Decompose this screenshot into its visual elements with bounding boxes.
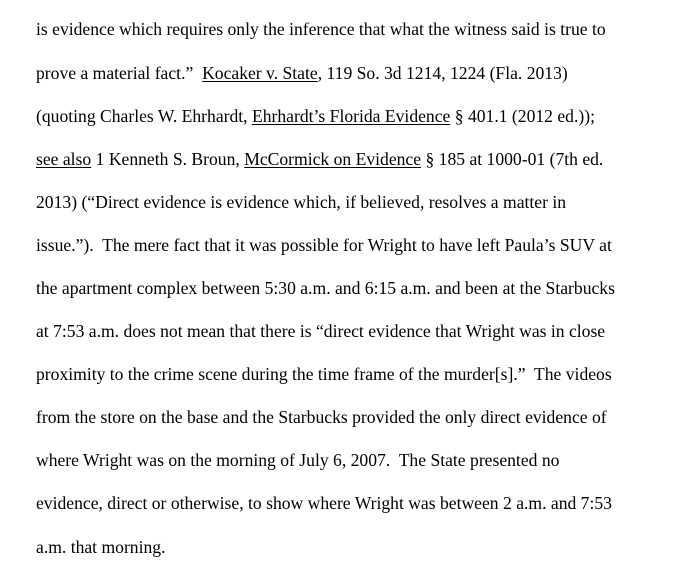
text-line xyxy=(36,19,606,39)
text-line xyxy=(36,364,612,384)
text-run: 2013) (“Direct evidence is evidence which, if believed, resolves a matter in xyxy=(36,192,567,212)
text-line xyxy=(36,63,568,83)
text-run: issue.”). The mere fact that it was possible for Wright to have left Paula’s SUV at xyxy=(36,235,612,255)
signal-see-also: see also xyxy=(36,149,92,169)
text-run: , 119 So. 3d 1214, 1224 (Fla. 2013) xyxy=(317,63,568,83)
text-run: prove a material fact.” xyxy=(36,63,203,83)
text-run: proximity to the crime scene during the time frame of the murder[s].” The videos xyxy=(36,364,612,384)
text-line xyxy=(36,493,612,513)
case-citation-link: Kocaker v. State xyxy=(202,63,318,83)
text-line xyxy=(36,278,615,298)
text-line xyxy=(36,407,607,427)
text-line xyxy=(36,192,566,212)
text-run: a.m. that morning. xyxy=(36,537,166,557)
text-run: § 401.1 (2012 ed.)); xyxy=(450,106,595,126)
text-line xyxy=(36,106,595,126)
text-run: (quoting Charles W. Ehrhardt, xyxy=(36,106,252,126)
text-line xyxy=(36,537,166,557)
text-line xyxy=(36,149,603,169)
text-line xyxy=(36,450,559,470)
text-run: § 185 at 1000-01 (7th ed. xyxy=(421,149,604,169)
text-line xyxy=(36,321,605,341)
treatise-title: McCormick on Evidence xyxy=(244,149,422,169)
text-run: 1 Kenneth S. Broun, xyxy=(91,149,245,169)
text-run: evidence, direct or otherwise, to show where Wright was between 2 a.m. and 7:53 xyxy=(36,493,612,513)
text-run: from the store on the base and the Starbucks provided the only direct evidence of xyxy=(36,407,607,427)
text-run: is evidence which requires only the inference that what the witness said is true to xyxy=(36,19,606,39)
text-run: the apartment complex between 5:30 a.m. and 6:15 a.m. and been at the Starbucks xyxy=(36,278,615,298)
text-line xyxy=(36,235,612,255)
text-run: where Wright was on the morning of July 6, 2007. The State presented no xyxy=(36,450,560,470)
treatise-title: Ehrhardt’s Florida Evidence xyxy=(251,106,451,126)
text-run: at 7:53 a.m. does not mean that there is “direct evidence that Wright was in close xyxy=(36,321,606,341)
